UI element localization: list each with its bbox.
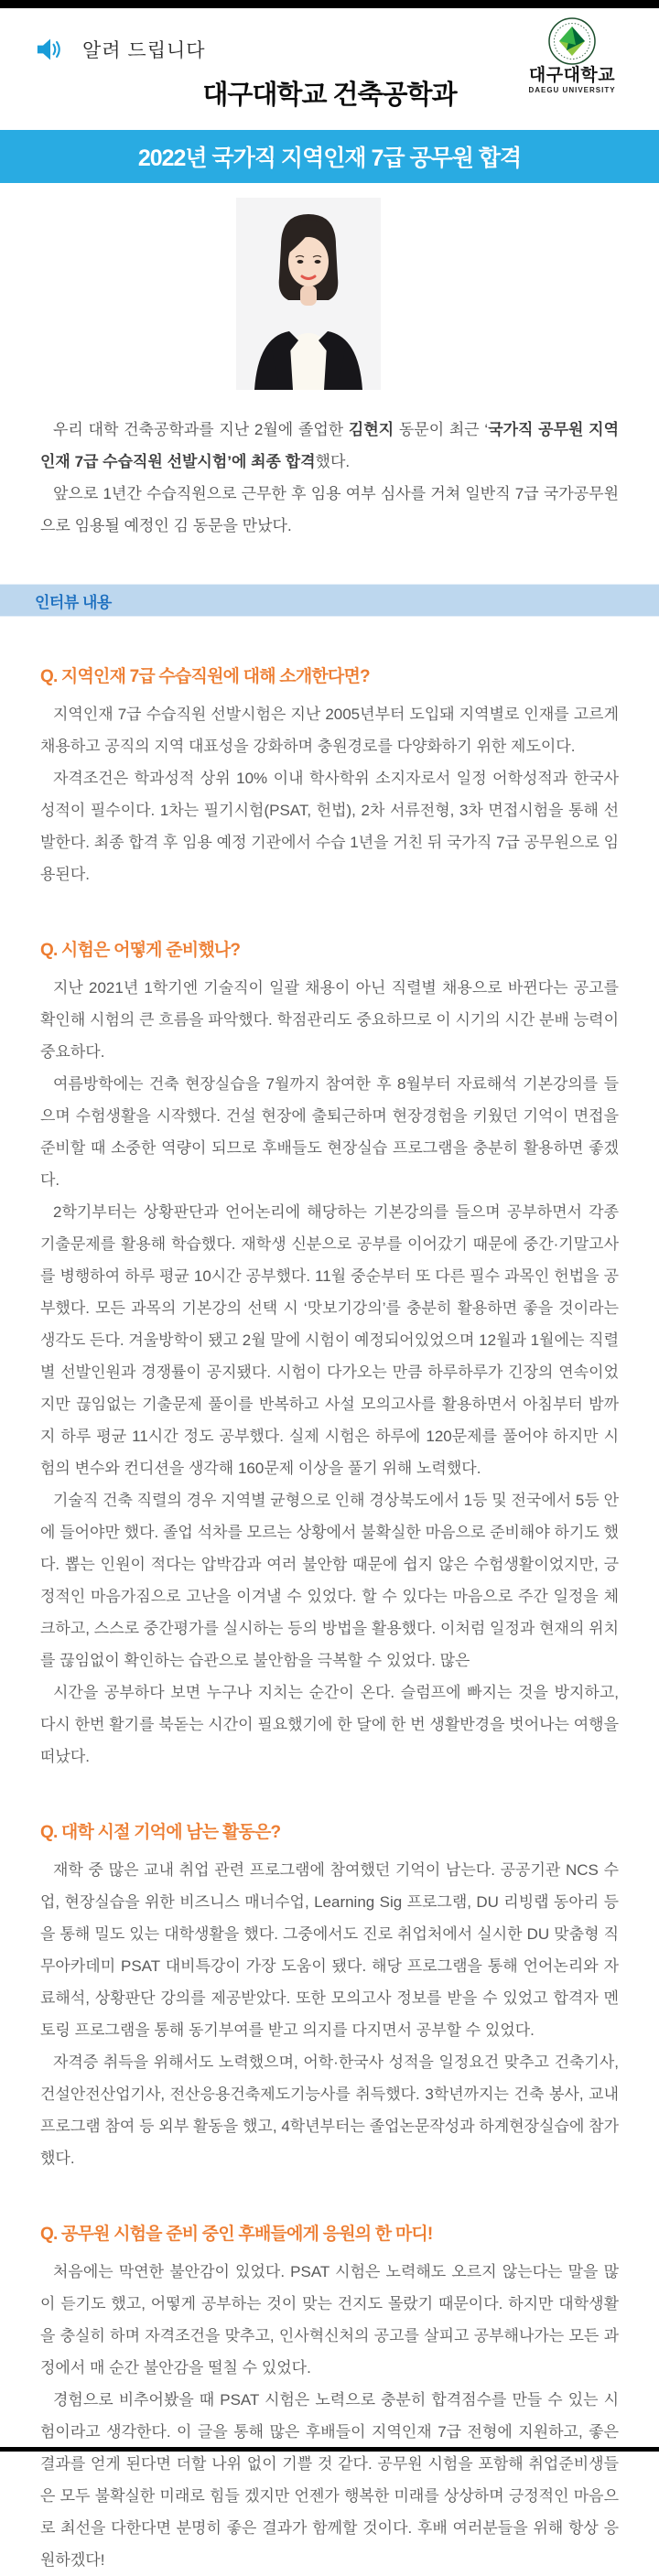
question-heading: Q. 공무원 시험을 준비 중인 후배들에게 응원의 한 마디! [40, 2225, 433, 2244]
top-black-bar [0, 0, 659, 8]
interview-qa-list [0, 663, 659, 2576]
banner-title: 2022년 국가직 지역인재 7급 공무원 합격 [137, 146, 522, 171]
intro-text: 했다. [315, 453, 351, 470]
answer-paragraph: 2학기부터는 상황판단과 언어논리에 해당하는 기본강의를 들으며 공부하면서 각종 기출문제를 활용해 학습했다. 재학생 신분으로 공부를 이어갔기 때문에 중간·기말고사를 병행하여 하루 평균 10시간 공부했다. 11월 중순부터 또 다른 필수 과목인 헌법을 공부했다. 모든 과목의 기본강의 선택 시 ‘맛보기강의’를 충분히 활용하면 좋을 것이라는 생각도 든다. 겨울방학이 됐고 2월 말에 시험이 예정되어있었으며 12월과 1월에는 직렬별 선발인원과 경쟁률이 공지됐다. 시험이 다가오는 만큼 하루하루가 긴장의 연속이었지만 끊임없는 기출문제 풀이를 반복하고 사설 모의고사를 활용하면서 아침부터 밤까지 하루 평균 11시간 정도 공부했다. 실제 시험은 하루에 120문제를 풀어야 하지만 시험의 변수와 컨디션을 생각해 160문제 이상을 풀기 위해 노력했다. [40, 1203, 619, 1477]
question-heading: Q. 시험은 어떻게 준비했나? [40, 941, 241, 960]
answer-paragraph: 지난 2021년 1학기엔 기술직이 일괄 채용이 아닌 직렬별 채용으로 바뀐다는 공고를 확인해 시험의 큰 흐름을 파악했다. 학점관리도 중요하므로 이 시기의 시간 분배 능력이 중요하다. [40, 979, 619, 1061]
answer-paragraph: 경험으로 비추어봤을 때 PSAT 시험은 노력으로 충분히 합격점수를 만들 수 있는 시험이라고 생각한다. 이 글을 통해 많은 후배들이 지역인재 7급 전형에 지원하고, 좋은 결과를 얻게 된다면 더할 나위 없이 기쁠 것 같다. 공무원 시험을 포함해 취업준비생들은 모두 불확실한 미래로 힘들 겠지만 언젠가 행복한 미래를 상상하며 긍정적인 마음으로 최선을 다한다면 분명히 좋은 결과가 함께할 것이다. 후배 여러분들을 위해 항상 응원하겠다! [40, 2391, 619, 2569]
answer-body [40, 698, 619, 890]
qa-block-4 [40, 2220, 619, 2576]
notice-label: 알려 드립니다 [82, 40, 206, 61]
answer-body [40, 972, 619, 1773]
intro-text: 우리 대학 건축공학과를 지난 2월에 졸업한 [53, 421, 349, 438]
intro-paragraph: 앞으로 1년간 수습직원으로 근무한 후 임용 여부 심사를 거쳐 일반직 7급 국가공무원으로 임용될 예정인 김 동문을 만났다. [40, 485, 619, 534]
qa-block-2 [40, 936, 619, 1773]
pass-announcement-banner [0, 130, 659, 183]
bottom-black-bar [0, 2447, 659, 2452]
intro-paragraph [40, 414, 619, 478]
answer-body [40, 1854, 619, 2174]
exam-name-bold: 국가직 공무원 지역인재 7급 수습직원 선발시험’에 최종 합격 [40, 421, 619, 470]
university-emblem-icon [548, 17, 596, 65]
answer-paragraph: 자격조건은 학과성적 상위 10% 이내 학사학위 소지자로서 일정 어학성적과 한국사 성적이 필수이다. 1차는 필기시험(PSAT, 헌법), 2차 서류전형, 3차 면접시험을 통해 선발한다. 최종 합격 후 임용 예정 기관에서 수습 1년을 거친 뒤 국가직 7급 공무원으로 임용된다. [40, 770, 619, 883]
graduate-portrait-photo [236, 198, 381, 390]
answer-paragraph: 시간을 공부하다 보면 누구나 지치는 순간이 온다. 슬럼프에 빠지는 것을 방지하고, 다시 한번 활기를 북돋는 시간이 필요했기에 한 달에 한 번 생활반경을 벗어나는 여행을 떠났다. [40, 1684, 619, 1765]
answer-body [40, 2256, 619, 2576]
speaker-icon [37, 36, 64, 63]
answer-paragraph: 처음에는 막연한 불안감이 있었다. PSAT 시험은 노력해도 오르지 않는다는 말을 많이 듣기도 했고, 어떻게 공부하는 것이 맞는 건지도 몰랐기 때문이다. 하지만 대학생활을 충실히 하며 자격조건을 맞추고, 인사혁신처의 공고를 살피고 공부해나가는 모든 과정에서 매 순간 불안감을 떨칠 수 있었다. [40, 2263, 619, 2377]
interview-section-header [0, 584, 659, 617]
answer-paragraph: 지역인재 7급 수습직원 선발시험은 지난 2005년부터 도입돼 지역별로 인재를 고르게 채용하고 공직의 지역 대표성을 강화하며 충원경로를 다양화하기 위한 제도이다. [40, 706, 619, 755]
answer-paragraph: 자격증 취득을 위해서도 노력했으며, 어학·한국사 성적을 일정요건 맞추고 건축기사, 건설안전산업기사, 전산응용건축제도기능사를 취득했다. 3학년까지는 건축 봉사, 교내 프로그램 참여 등 외부 활동을 했고, 4학년부터는 졸업논문작성과 하계현장실습에 참가했다. [40, 2053, 619, 2167]
qa-block-1 [40, 663, 619, 890]
department-title: 대구대학교 건축공학과 [202, 81, 457, 110]
page-header [0, 8, 659, 130]
portrait-illustration [236, 198, 381, 390]
question-heading: Q. 대학 시절 기억에 남는 활동은? [40, 1823, 281, 1842]
university-logo [518, 17, 626, 94]
qa-block-3 [40, 1818, 619, 2174]
answer-paragraph: 기술직 건축 직렬의 경우 지역별 균형으로 인해 경상북도에서 1등 및 전국에서 5등 안에 들어야만 했다. 졸업 석차를 모르는 상황에서 불확실한 마음으로 준비해야 하기도 했다. 뽑는 인원이 적다는 압박감과 여러 불안함 때문에 쉽지 않은 수험생활이었지만, 긍정적인 마음가짐으로 고난을 이겨낼 수 있었다. 할 수 있다는 마음으로 주간 일정을 체크하고, 스스로 중간평가를 실시하는 등의 방법을 활용했다. 이처럼 일정과 현재의 위치를 끊임없이 확인하는 습관으로 불안함을 극복할 수 있었다. 많은 [40, 1492, 619, 1669]
answer-paragraph: 여름방학에는 건축 현장실습을 7월까지 참여한 후 8월부터 자료해석 기본강의를 들으며 수험생활을 시작했다. 건설 현장에 출퇴근하며 현장경험을 키웠던 기억이 면접을 준비할 때 소중한 역량이 되므로 후배들도 현장실습 프로그램을 충분히 활용하면 좋겠다. [40, 1075, 619, 1189]
logo-english-text: DAEGU UNIVERSITY [528, 85, 616, 94]
intro-section [0, 390, 659, 542]
answer-paragraph: 재학 중 많은 교내 취업 관련 프로그램에 참여했던 기억이 남는다. 공공기관 NCS 수업, 현장실습을 위한 비즈니스 매너수업, Learning Sig 프로그램, DU 리빙랩 동아리 등을 통해 밀도 있는 대학생활을 했다. 그중에서도 진로 취업처에서 실시한 DU 맞춤형 직무아카데미 PSAT 대비특강이 가장 도움이 됐다. 해당 프로그램을 통해 언어논리와 자료해석, 상황판단 강의를 제공받았다. 또한 모의고사 정보를 받을 수 있었고 합격자 멘토링 프로그램을 통해 동기부여를 받고 의지를 다지면서 공부할 수 있었다. [40, 1861, 619, 2039]
question-heading: Q. 지역인재 7급 수습직원에 대해 소개한다면? [40, 667, 370, 686]
graduate-name: 김현지 [348, 421, 394, 438]
logo-korean-text: 대구대학교 [528, 66, 616, 85]
intro-text: 동문이 최근 ‘ [394, 421, 489, 438]
interview-section-title: 인터뷰 내용 [35, 593, 112, 611]
